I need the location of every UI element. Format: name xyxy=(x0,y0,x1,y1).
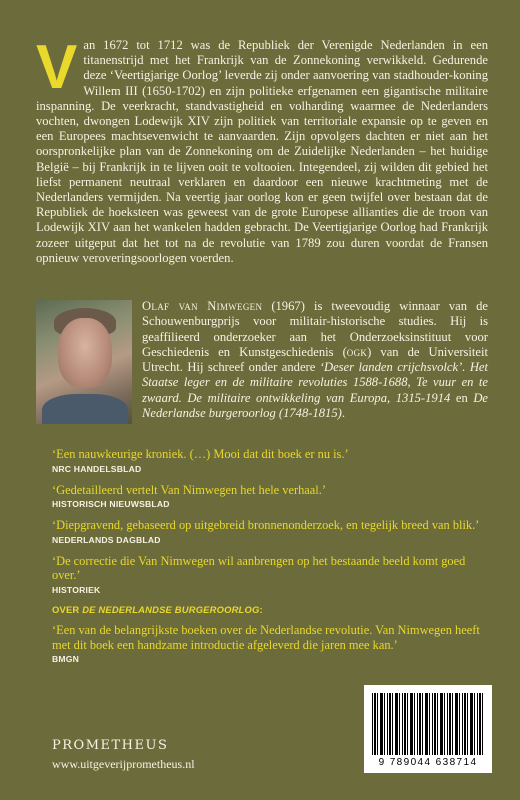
quote-source: HISTORIEK xyxy=(52,584,101,595)
author-bio-sep-1: , xyxy=(407,375,417,390)
author-photo xyxy=(36,300,132,424)
isbn-barcode xyxy=(364,685,492,773)
book-blurb xyxy=(36,33,488,266)
author-name: Olaf van Nimwegen xyxy=(142,299,263,313)
author-bio-end: . xyxy=(341,406,346,421)
quote-source: NEDERLANDS DAGBLAD xyxy=(52,534,161,545)
press-quote xyxy=(52,518,492,545)
press-quote xyxy=(52,483,492,510)
publisher-logo: PROMETHEUS xyxy=(52,738,169,753)
barcode-bars xyxy=(372,693,484,755)
section-heading-prefix: OVER xyxy=(52,603,83,615)
blurb-text: an 1672 tot 1712 was de Republiek der Verenigde Nederlanden in een titanenstrijd met het Frankrijk van de Zonnekoning verwikkeld. Gedurende deze ‘Veertigjarige Oorlog’ leverde zij onder aanvoering van stadhouder-koning Willem III (1650-1702) en zijn politieke erfgenamen een gigantische militaire inspanning. De veerkracht, standvastigheid en volharding waarmee de Nederlanders vochten, dwongen Lodewijk XIV zijn politiek van territoriale expansie op te geven en een Europees machtsevenwicht te aanvaarden. Zijn opvolgers dachten er niet aan het oorspronkelijke plan van de Zonnekoning om de Zuidelijke Nederlanden – het huidige België – bij Frankrijk in te lijven ooit te voltooien. Integendeel, zij wilden dit gebied het liefst permanent neutraal verklaren en daardoor een nieuwe krachtmeting met de Nederlanders vermijden. Na veertig jaar oorlog kon er geen twijfel over bestaan dat de Republiek de hoeksteen was geweest van de grote Europese allianties die de troon van Lodewijk XIV aan het wankelen hadden gebracht. De Veertigjarige Oorlog had Frankrijk zozeer uitgeput dat het tot na de revolutie van 1789 zou duren voordat de Fransen opnieuw veroveringsoorlogen voerden. xyxy=(36,38,488,265)
author-bio-ogk: ogk xyxy=(346,344,368,359)
quote-text: ‘Een nauwkeurige kroniek. (…) Mooi dat dit boek er nu is.’ xyxy=(52,447,349,461)
press-quote xyxy=(52,554,492,595)
author-bio xyxy=(142,299,488,421)
author-book-3: De Nederlandse burgeroorlog (1748-1815) xyxy=(142,390,489,421)
quote-source: BMGN xyxy=(52,654,80,665)
author-book-2: Te vuur en te zwaard. De militaire ontwikkeling van Europa, 1315-1914 xyxy=(142,375,489,405)
quote-source: NRC HANDELSBLAD xyxy=(52,463,142,474)
section-heading xyxy=(52,604,492,615)
quote-text: ‘Een van de belangrijkste boeken over de Nederlandse revolutie. Van Nimwegen heeft met dit boek een handzame introductie afgeleverd die jaren mee kan.’ xyxy=(52,622,480,652)
barcode-number: 9 789044 638714 xyxy=(378,757,478,768)
author-photo-shirt xyxy=(42,394,128,424)
section-heading-suffix: : xyxy=(259,603,263,615)
quote-source: HISTORISCH NIEUWSBLAD xyxy=(52,499,170,510)
publisher-url: www.uitgeverijprometheus.nl xyxy=(52,757,195,771)
author-photo-face xyxy=(58,318,112,388)
section-heading-title: DE NEDERLANDSE BURGEROORLOG xyxy=(82,603,260,615)
press-quotes xyxy=(52,447,492,673)
author-book-1: ‘Deser landen crijchsvolck’. Het Staatse leger en de militaire revoluties 1588-1688 xyxy=(142,360,489,390)
section-quote xyxy=(52,623,492,664)
drop-cap: V xyxy=(36,33,78,102)
author-bio-sep-2: en xyxy=(450,390,474,405)
quote-text: ‘De correctie die Van Nimwegen wil aanbrengen op het bestaande beeld komt goed over.’ xyxy=(52,553,466,583)
author-bio-part-1: (1967) is tweevoudig winnaar van de Schouwenburgprijs voor militair-historische studies. Hij is geaffilieerd onderzoeker aan het Onderzoeksinstituut voor Geschiedenis en Kunstgeschiedenis ( xyxy=(142,299,488,359)
author-bio-part-2: ) van de Universiteit Utrecht. Hij schreef onder andere xyxy=(142,344,488,375)
quote-text: ‘Diepgravend, gebaseerd op uitgebreid bronnenonderzoek, en tegelijk breed van blik.’ xyxy=(52,518,480,533)
press-quote xyxy=(52,447,492,474)
quote-text: ‘Gedetailleerd vertelt Van Nimwegen het hele verhaal.’ xyxy=(52,482,326,497)
